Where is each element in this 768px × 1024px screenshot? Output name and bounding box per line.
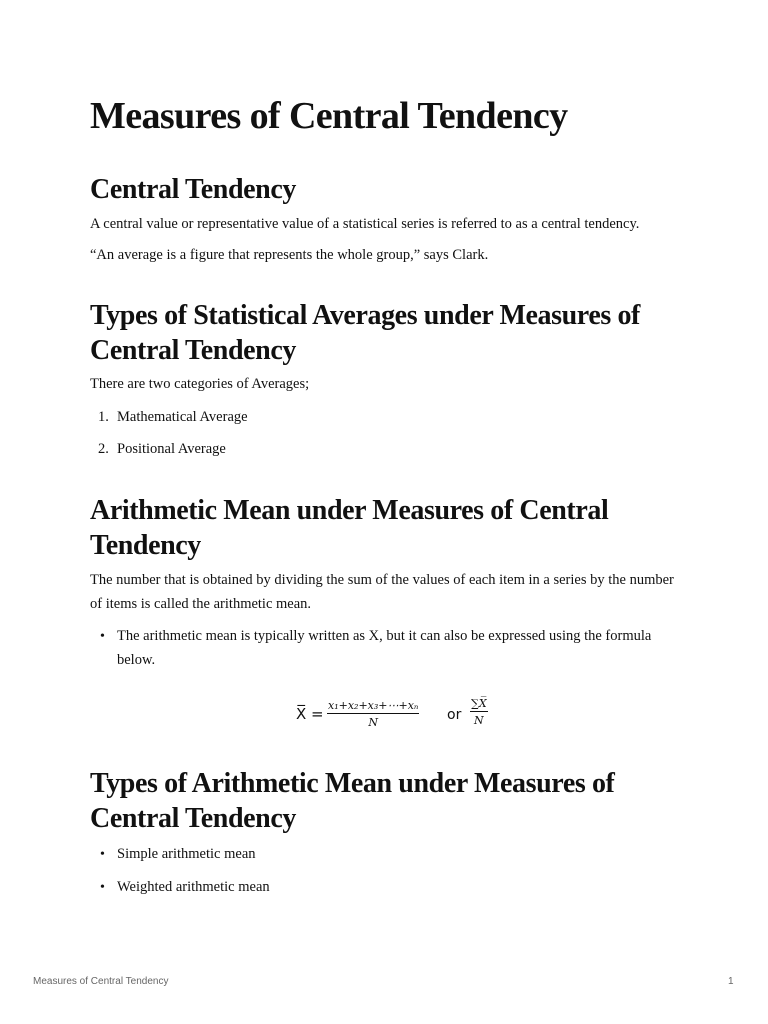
formula-fraction (327, 699, 419, 729)
list-item (90, 843, 680, 867)
formula-alt-denominator: N (474, 714, 484, 727)
footer-title: Measures of Central Tendency (33, 976, 169, 987)
paragraph (90, 373, 680, 397)
list-item-text: Simple arithmetic mean (117, 846, 256, 862)
formula-numerator: x₁+x₂+x₃+⋯+xₙ (328, 699, 419, 712)
paragraph (90, 213, 680, 237)
formula-alt-fraction (470, 697, 488, 727)
list-item-text: The arithmetic mean is typically written as X, but it can also be expressed using the formula below. (117, 628, 652, 668)
section-heading-arithmetic-mean: Arithmetic Mean under Measures of Central Tendency (90, 495, 609, 561)
list-item (90, 876, 680, 900)
bullet-icon: • (100, 629, 105, 644)
section-heading-central-tendency: Central Tendency (90, 174, 296, 205)
list-item-text: Weighted arithmetic mean (117, 879, 270, 895)
paragraph (90, 244, 680, 268)
list-item (90, 625, 680, 672)
section-heading-types-of-averages: Types of Statistical Averages under Measures of Central Tendency (90, 300, 640, 366)
paragraph-text: A central value or representative value of a statistical series is referred to as a central tendency. (90, 216, 640, 232)
paragraph-text: There are two categories of Averages; (90, 376, 310, 392)
list-number: 1. (98, 409, 109, 425)
list-item (90, 438, 680, 462)
section-heading-types-of-arithmetic-mean: Types of Arithmetic Mean under Measures of Central Tendency (90, 768, 615, 834)
formula-denominator: N (368, 716, 378, 729)
paragraph-text: “An average is a figure that represents the whole group,” says Clark. (90, 247, 489, 263)
page-title: Measures of Central Tendency (90, 95, 568, 137)
page-number: 1 (728, 976, 734, 987)
formula-or: or (447, 707, 462, 723)
list-item-text: Positional Average (117, 441, 226, 457)
list-item (90, 406, 680, 430)
bullet-icon: • (100, 880, 105, 895)
list-item-text: Mathematical Average (117, 409, 248, 425)
bullet-icon: • (100, 847, 105, 862)
formula-alt-numerator: ∑X̅ (471, 697, 487, 710)
paragraph-text: The number that is obtained by dividing the sum of the values of each item in a series by the number of items is called the arithmetic mean. (90, 572, 674, 612)
formula-lhs: X̅ = (296, 705, 324, 723)
paragraph (90, 569, 680, 616)
list-number: 2. (98, 441, 109, 457)
